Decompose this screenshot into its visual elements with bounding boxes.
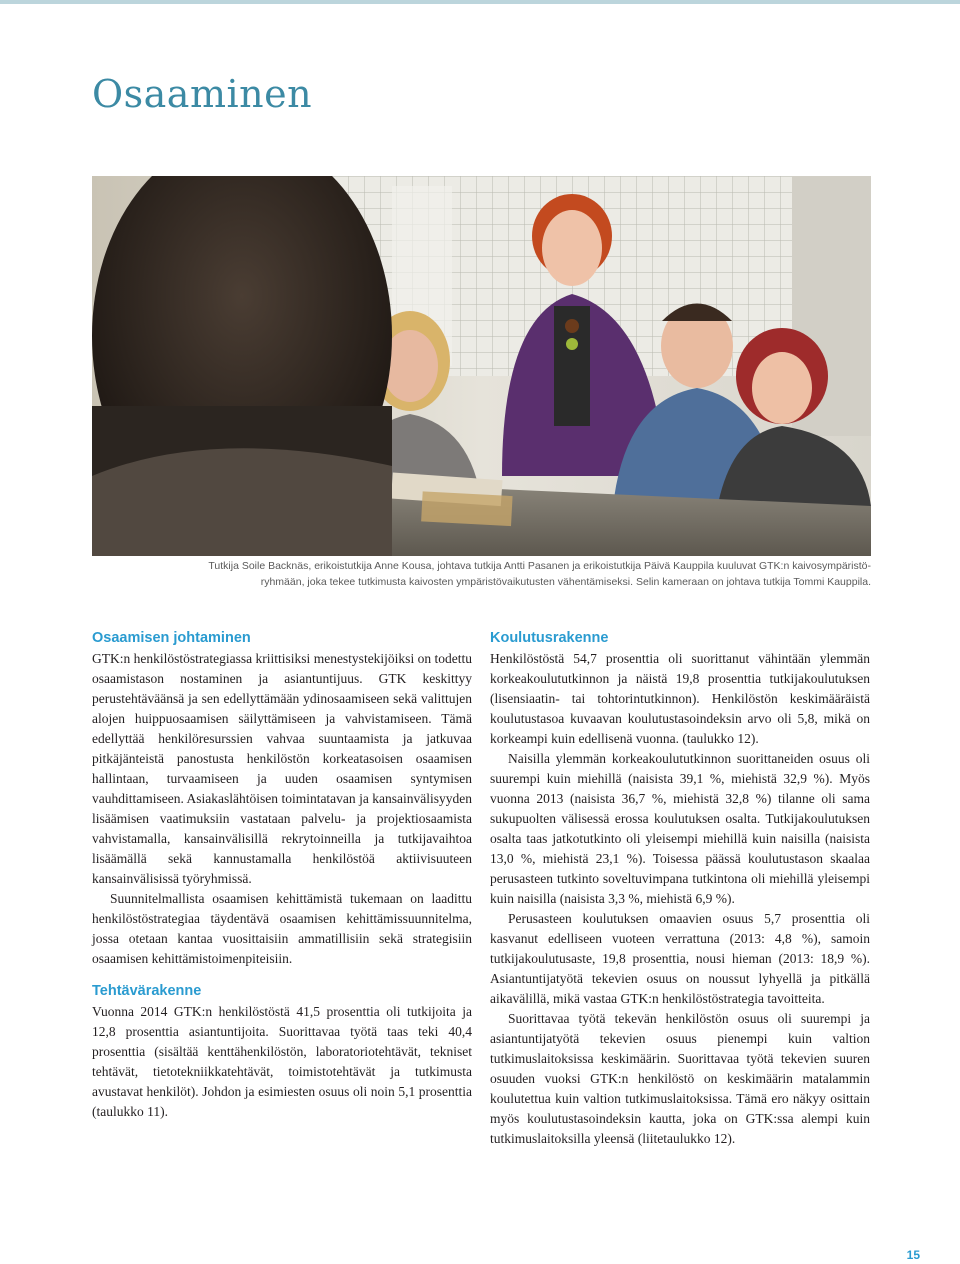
- left-column: [92, 628, 472, 1122]
- caption-line-2: ryhmään, joka tekee tutkimusta kaivosten ympäristövaikutusten vähentämiseksi. Selin kameraan on johtava tutkija Tommi Kauppila.: [260, 576, 871, 588]
- photo-caption: [92, 558, 871, 590]
- page-title: Osaaminen: [92, 72, 313, 116]
- section-heading-tehtavarakenne: Tehtävärakenne: [92, 983, 202, 999]
- section-heading-koulutusrakenne: Koulutusrakenne: [490, 630, 609, 646]
- section-heading-osaamisen-johtaminen: Osaamisen johtaminen: [92, 630, 251, 646]
- paragraph: Suorittavaa työtä tekevän henkilöstön osuus oli suurempi ja asiantuntijatyötä tekevien osuus pienempi kuin valtion tutkimuslaitoksissa keskimäärin. Suorittavaa työtä tekevien suuren osuuden vuoksi GTK:n henkilöstö on keskimäärin matalammin koulutettua kuin valtion tutkimuslaitoksissa. Tämä ero näkyy osittain myös koulutustasoindeksin kautta, joka on GTK:ssa alempi kuin tutkimuslaitoksilla yleensä (liitetaulukko 12).: [490, 1011, 870, 1146]
- paragraph: GTK:n henkilöstöstrategiassa kriittisiksi menestystekijöiksi on todettu osaamistason nostaminen ja asiantuntijuus. GTK keskittyy perustehtäväänsä ja sen edellyttämään ydinosaamiseen sekä valittujen alojen huippuosaamisen säilyttämiseen ja vahvistamiseen. Tämä edellyttää henkilöresurssien vahvaa suuntaamista ja jatkuvaa pitkäjänteistä panostusta henkilöstön korkeatasoisen osaamisen hallintaan, turvaamiseen ja uuden osaamisen syntymisen vauhdittamiseen. Asiakaslähtöisen toimintatavan ja kansainvälisyyden lisäämisen vaatimuksiin vastataan palvelu- ja projektiosaamista vahvistamalla, kansainvälisillä rekrytoinneilla ja tutkijavaihtoa lisäämällä sekä kannustamalla henkilöstöä aktiivisuuteen kansainvälisissä työryhmissä.: [92, 651, 472, 886]
- right-column: [490, 628, 870, 1149]
- caption-line-1: Tutkija Soile Backnäs, erikoistutkija Anne Kousa, johtava tutkija Antti Pasanen ja erikoistutkija Päivä Kauppila kuuluvat GTK:n kaivosympäristö-: [208, 560, 871, 572]
- paragraph: Suunnitelmallista osaamisen kehittämistä tukemaan on laadittu henkilöstöstrategiaa täydentävä osaamisen kehittämissuunnitelma, jossa otetaan kantaa vuosittaisiin ammatillisiin sekä strategisiin osaamisen kehittämistoimenpiteisiin.: [92, 891, 472, 966]
- paragraph: Henkilöstöstä 54,7 prosenttia oli suorittanut vähintään ylemmän korkeakoulututkinnon ja näistä 19,8 prosenttia tutkijakoulutuksen (lisensiaatin- tai tohtorintutkinnon). Henkilöstön keskimääräistä koulutustasoa kuvaavan koulutustasoindeksin arvo oli 5,8, mikä on korkeampi kuin edellisenä vuonna. (taulukko 12).: [490, 651, 870, 746]
- paragraph: Naisilla ylemmän korkeakoulututkinnon suorittaneiden osuus oli suurempi kuin miehillä (naisista 39,1 %, miehistä 32,9 %). Myös vuonna 2013 (naisista 36,7 %, miehistä 32,8 %) tilanne oli sama sukupuolten välisessä erossa koulutuksen osalta. Tutkijakoulutuksen osalta taas jatkotutkinto oli yleisempi miehillä kuin naisilla (naisista 13,0 %, miehistä 23,1 %). Toisessa päässä koulutustason skaalaa perusasteen tutkinto soveltuvimpana tutkintona oli miehillä yleisempi kuin naisilla (naisista 3,3 %, miehistä 6,9 %).: [490, 751, 870, 906]
- paragraph: Perusasteen koulutuksen omaavien osuus 5,7 prosenttia oli kasvanut edelliseen vuoteen verrattuna (2013: 4,8 %), samoin tutkijakoulutusaste, 19,8 prosenttia, nousi hieman (2013: 18,9 %). Asiantuntijatyötä tekevien osuus on noussut lyhyellä ja pitkällä aikavälillä, mikä vastaa GTK:n henkilöstöstrategia tavoitteita.: [490, 911, 870, 1006]
- top-rule: [0, 0, 960, 4]
- page-number: 15: [906, 1248, 920, 1262]
- team-photo: [92, 176, 871, 556]
- paragraph: Vuonna 2014 GTK:n henkilöstöstä 41,5 prosenttia oli tutkijoita ja 12,8 prosenttia asiantuntijoita. Suorittavaa työtä taas teki 40,4 prosenttia (sisältää kenttähenkilöstön, laboratoriotehtävät, tekniset tehtävät, tietotekniikkatehtävät, toimistotehtävät ja tutkimusta avustavat henkilöt). Johdon ja esimiesten osuus oli noin 5,1 prosenttia (taulukko 11).: [92, 1004, 472, 1119]
